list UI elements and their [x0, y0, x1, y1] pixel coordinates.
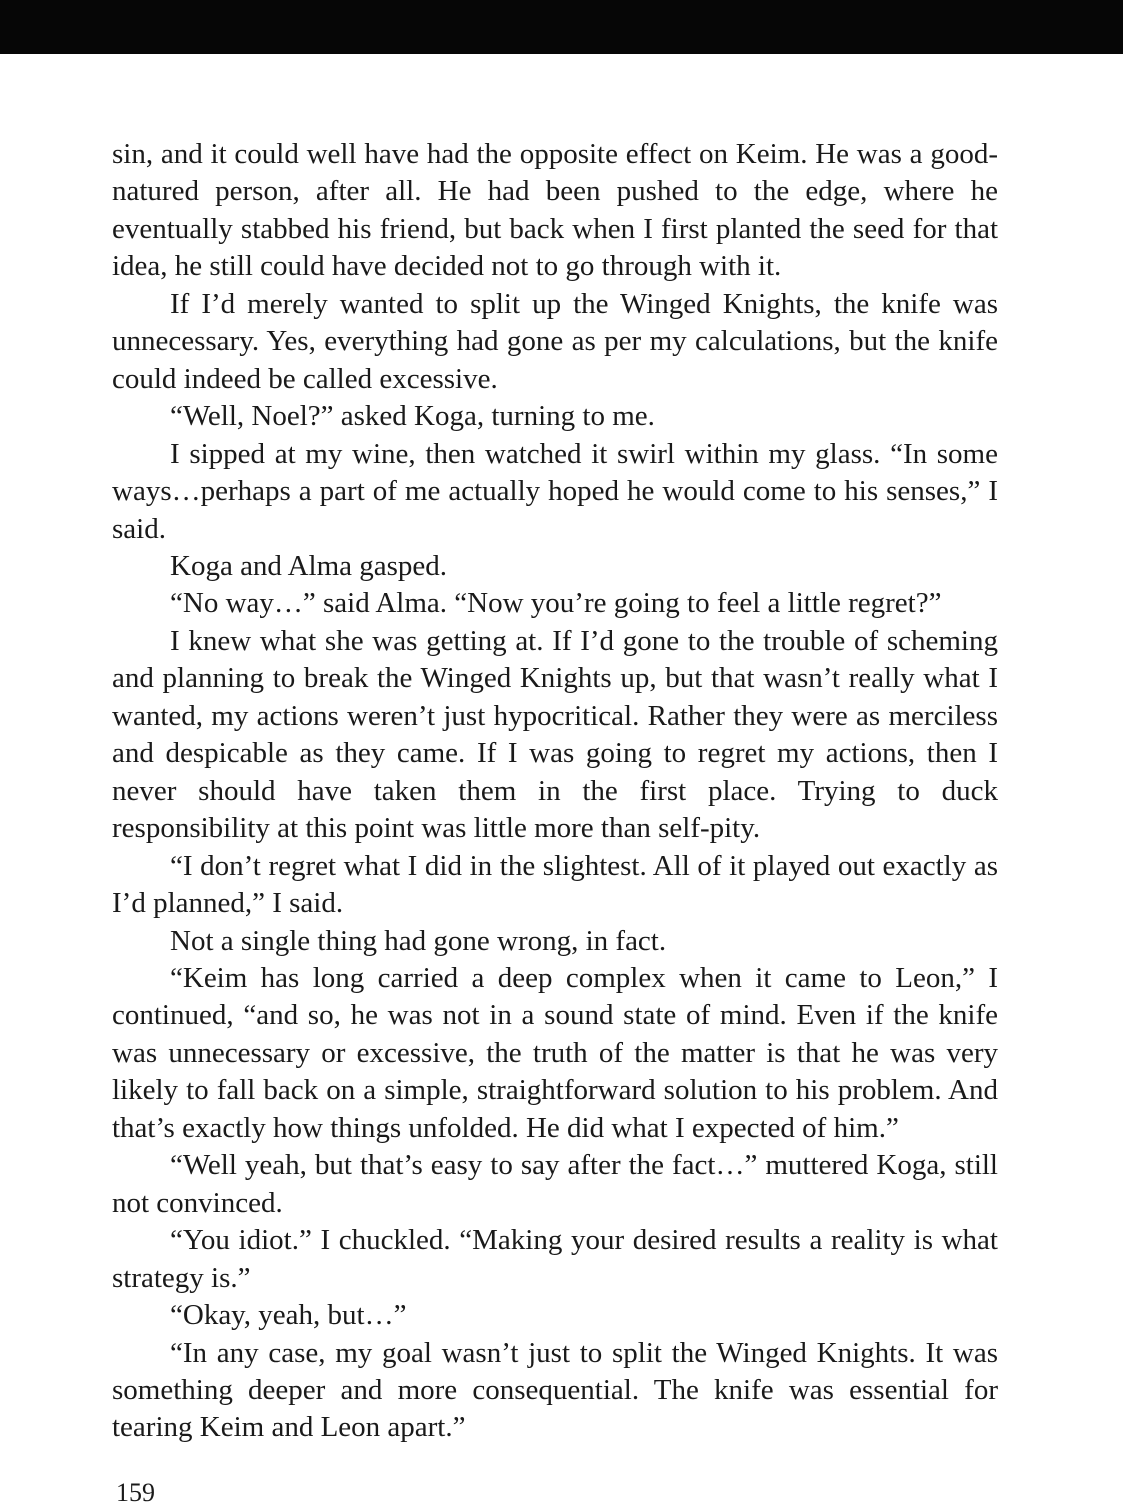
paragraph-continuation: sin, and it could well have had the opposite effect on Keim. He was a good-natured person, after all. He had been pushed to the edge, where he eventually stabbed his friend, but back when I first planted the seed for that idea, he still could have decided not to go through with it. [112, 138, 998, 283]
paragraph: “Keim has long carried a deep complex when it came to Leon,” I continued, “and so, he was not in a sound state of mind. Even if the knife was unnecessary or excessive, the truth of the matter is that he was very likely to fall back on a simple, straightforward solution to his problem. And that’s exactly how things unfolded. He did what I expected of him.” [112, 961, 998, 1144]
paragraph: “You idiot.” I chuckled. “Making your desired results a reality is what strategy is.” [112, 1224, 998, 1294]
paragraph: “Well, Noel?” asked Koga, turning to me. [170, 400, 655, 433]
paragraph: “Okay, yeah, but…” [170, 1299, 407, 1332]
paragraph: “Well yeah, but that’s easy to say after the fact…” muttered Koga, still not convinced. [112, 1149, 998, 1219]
paragraph: I knew what she was getting at. If I’d gone to the trouble of scheming and planning to break the Winged Knights up, but that wasn’t really what I wanted, my actions weren’t just hypocritical. Rather they were as merciless and despicable as they came. If I was going to regret my actions, then I never should have taken them in the first place. Trying to duck responsibility at this point was little more than self-pity. [112, 624, 998, 845]
paragraph: If I’d merely wanted to split up the Winged Knights, the knife was unnecessary. Yes, everything had gone as per my calculations, but the knife could indeed be called excessive. [112, 287, 998, 395]
paragraph: I sipped at my wine, then watched it swirl within my glass. “In some ways…perhaps a part of me actually hoped he would come to his senses,” I said. [112, 437, 998, 545]
page-number: 159 [116, 1478, 155, 1507]
scan-border-top [0, 0, 1123, 54]
paragraph: Koga and Alma gasped. [170, 549, 448, 582]
paragraph: “In any case, my goal wasn’t just to split the Winged Knights. It was something deeper and more consequential. The knife was essential for tearing Keim and Leon apart.” [112, 1336, 998, 1444]
paragraph: “I don’t regret what I did in the slightest. All of it played out exactly as I’d planned,” I said. [112, 849, 998, 920]
paragraph: “No way…” said Alma. “Now you’re going to feel a little regret?” [170, 587, 942, 620]
paragraph: Not a single thing had gone wrong, in fact. [170, 924, 667, 957]
book-page-body [112, 136, 998, 1447]
